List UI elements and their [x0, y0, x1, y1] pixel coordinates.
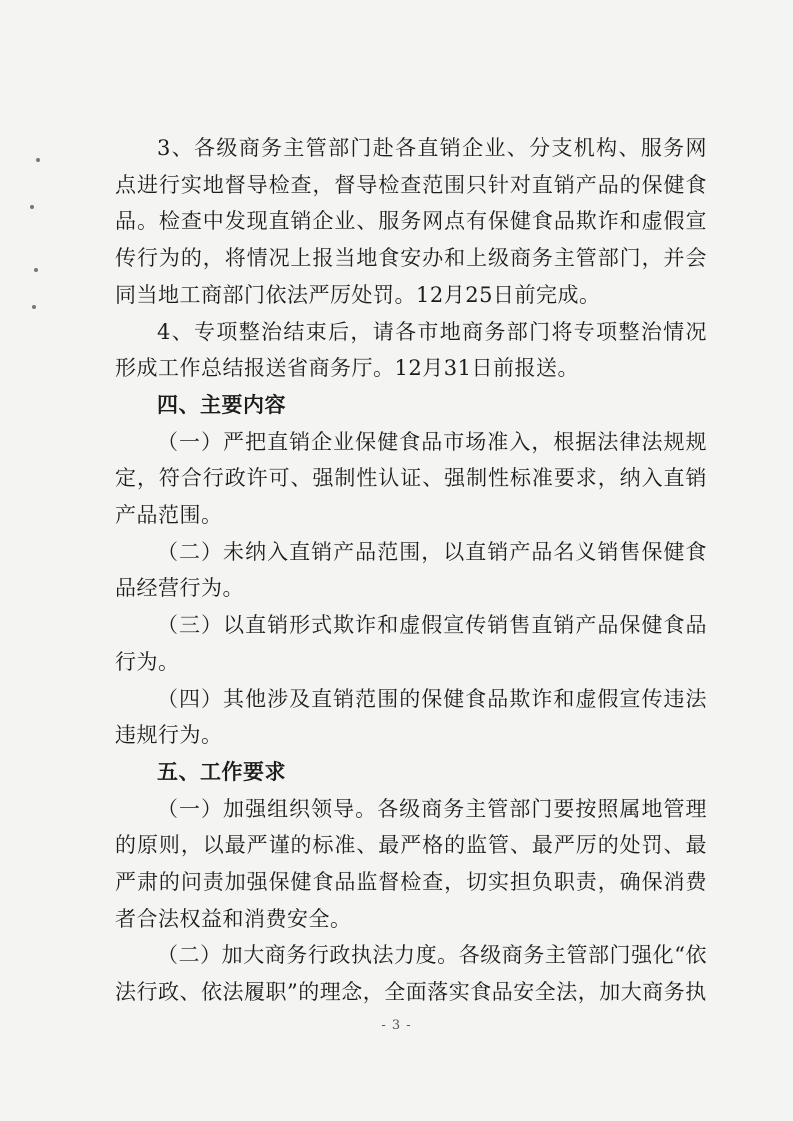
scan-artifact-dot — [30, 205, 34, 209]
scan-artifact-dot — [32, 305, 36, 309]
scan-artifact-dot — [36, 158, 40, 162]
section-heading-main-content: 四、主要内容 — [157, 391, 286, 417]
document-body — [115, 130, 707, 1011]
paragraph-content-2: （二）未纳入直销产品范围，以直销产品名义销售保健食品经营行为。 — [115, 539, 707, 601]
paragraph-item-3: 3、各级商务主管部门赴各直销企业、分支机构、服务网点进行实地督导检查，督导检查范围只针对直销产品的保健食品。检查中发现直销企业、服务网点有保健食品欺诈和虚假宣传行为的，将情况上报当地食安办和上级商务主管部门，并会同当地工商部门依法严厉处罚。12月25日前完成。 — [115, 136, 707, 307]
scan-artifact-dot — [34, 268, 38, 272]
paragraph-requirement-2: （二）加大商务行政执法力度。各级商务主管部门强化“依法行政、依法履职”的理念，全面落实食品安全法，加大商务执 — [115, 943, 707, 1005]
paragraph-content-1: （一）严把直销企业保健食品市场准入，根据法律法规规定，符合行政许可、强制性认证、强制性标准要求，纳入直销产品范围。 — [115, 429, 707, 528]
paragraph-content-4: （四）其他涉及直销范围的保健食品欺诈和虚假宣传违法违规行为。 — [115, 686, 707, 748]
page-number: - 3 - — [381, 1018, 412, 1033]
paragraph-content-3: （三）以直销形式欺诈和虚假宣传销售直销产品保健食品行为。 — [115, 613, 707, 674]
section-heading-work-requirements: 五、工作要求 — [157, 758, 286, 784]
paragraph-requirement-1: （一）加强组织领导。各级商务主管部门要按照属地管理的原则，以最严谨的标准、最严格的监管、最严厉的处罚、最严肃的问责加强保健食品监督检查，切实担负职责，确保消费者合法权益和消费安全。 — [115, 796, 707, 931]
paragraph-item-4: 4、专项整治结束后，请各市地商务部门将专项整治情况形成工作总结报送省商务厅。12月31日前报送。 — [115, 319, 707, 381]
